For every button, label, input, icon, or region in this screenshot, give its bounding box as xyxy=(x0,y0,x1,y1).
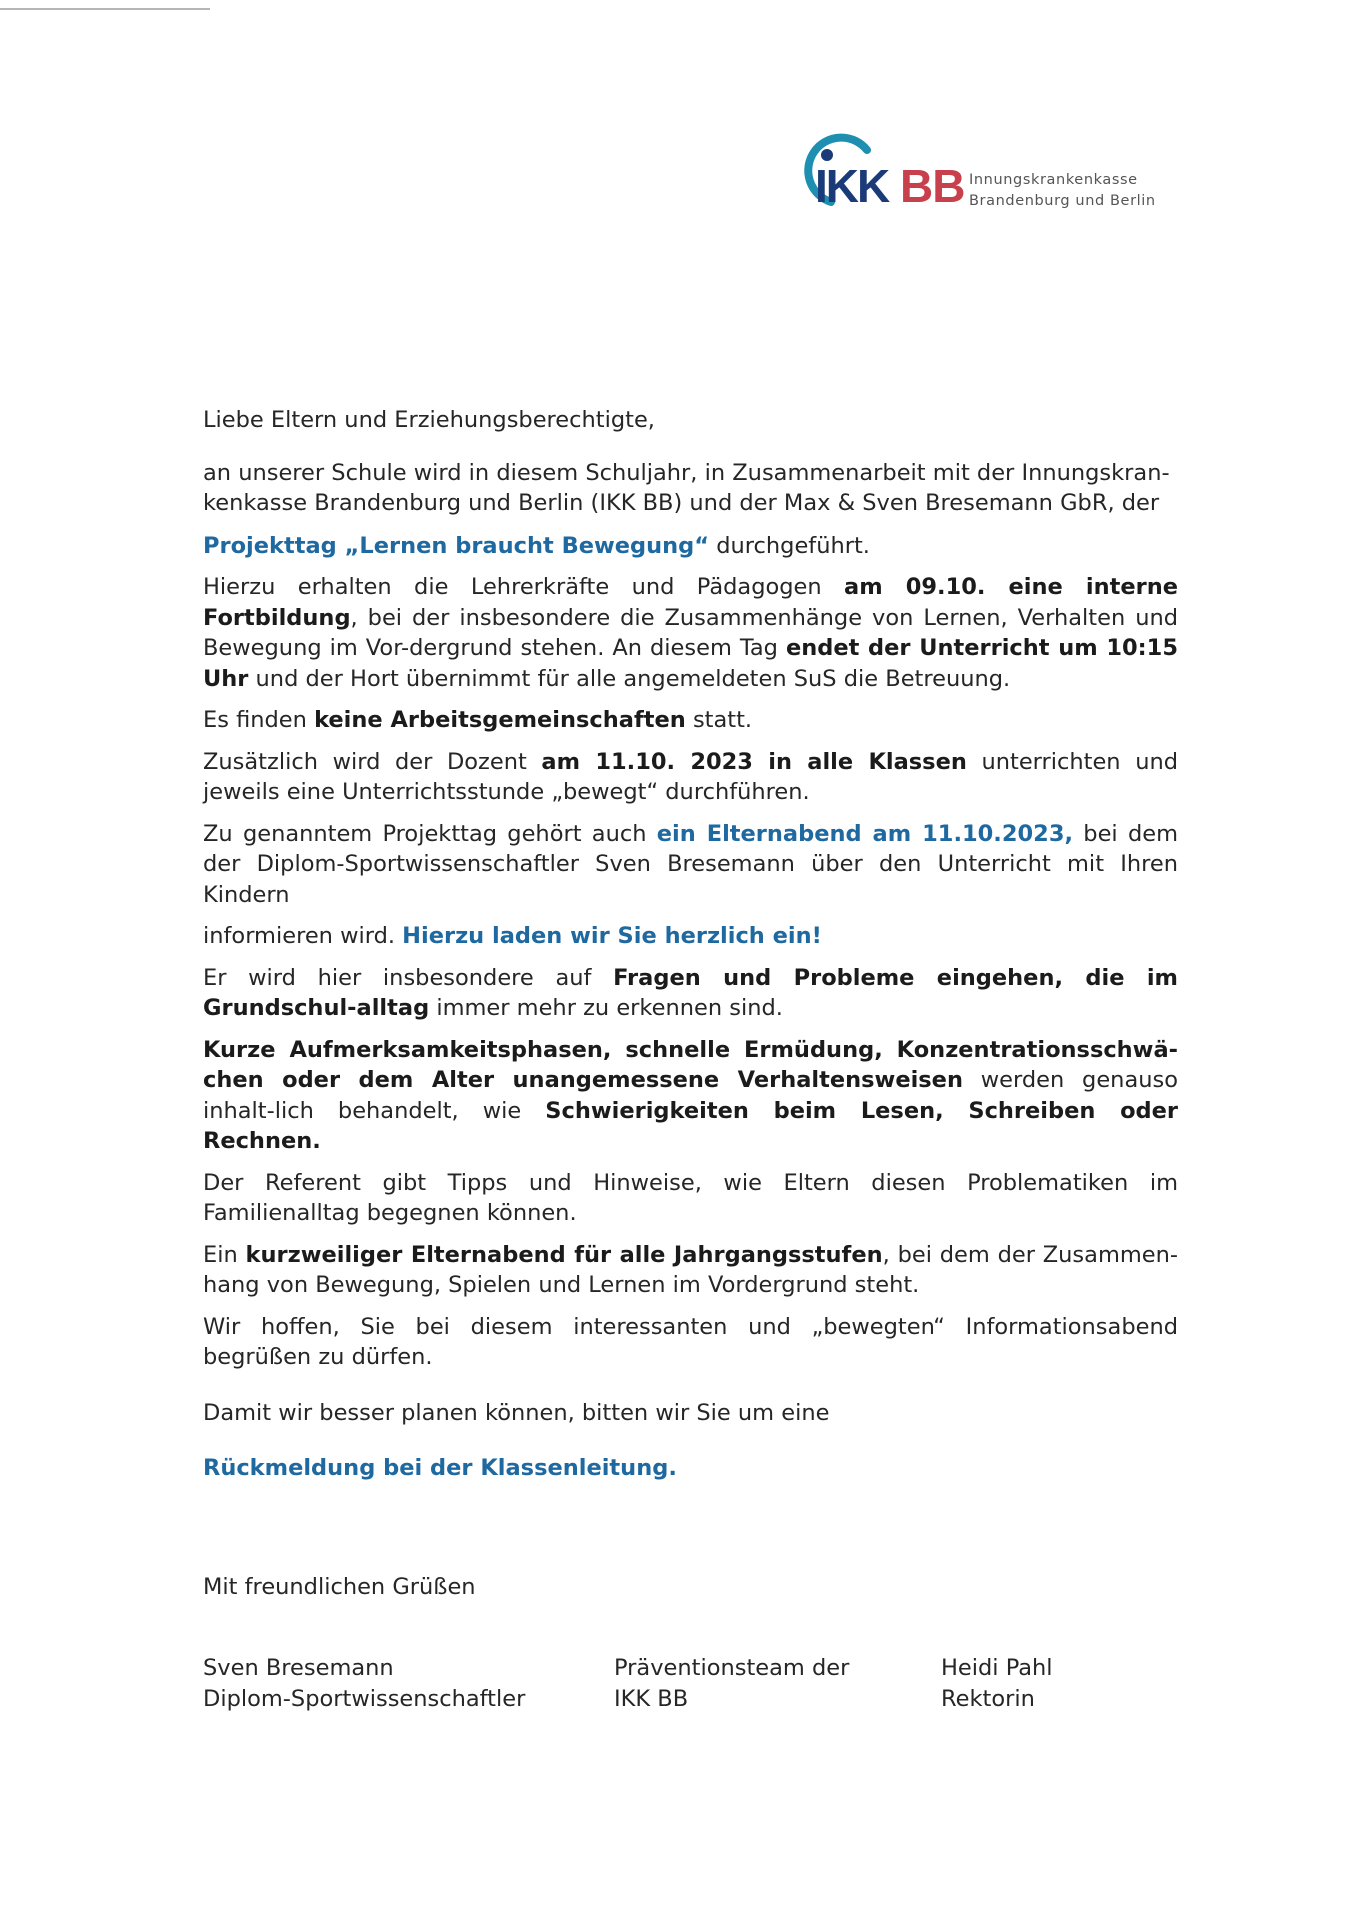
scan-edge-line xyxy=(0,8,210,10)
text-span: Er wird hier insbesondere auf xyxy=(203,964,614,991)
text-span: statt. xyxy=(685,707,753,733)
projekttag-text: durchgeführt. xyxy=(709,532,870,559)
text-span: und der Hort übernimmt für alle angemeldeten SuS die Betreuung. xyxy=(248,665,1011,692)
text-span: Zu genanntem Projekttag gehört auch xyxy=(203,820,657,847)
paragraph-fragen xyxy=(203,963,1178,1024)
paragraph-hoffen: Wir hoffen, Sie bei diesem interessanten und „bewegten“ Informationsabend begrüßen zu dürfen. xyxy=(203,1313,1178,1370)
bold-elternabend-date: ein Elternabend am 11.10.2023, xyxy=(656,820,1074,847)
text-span: Hierzu erhalten die Lehrerkräfte und Pädagogen xyxy=(203,574,845,600)
signature-pahl xyxy=(941,1653,1053,1714)
closing-greeting: Mit freundlichen Grüßen xyxy=(203,1574,476,1600)
bold-aufmerksamkeit: Kurze Aufmerksamkeitsphasen, schnelle Ermüdung, Konzentrationsschwä-chen oder dem Alter unangemessene Verhaltensweisen xyxy=(203,1036,1178,1093)
text-span: Ein xyxy=(203,1241,246,1268)
bold-einladung: Hierzu laden wir Sie herzlich ein! xyxy=(402,923,822,949)
bold-klassen-date: am 11.10. 2023 in alle Klassen xyxy=(541,748,967,775)
signature-name: Sven Bresemann xyxy=(203,1655,394,1681)
paragraph-rueckmeldung xyxy=(203,1453,1178,1484)
paragraph-themen xyxy=(203,1035,1178,1157)
paragraph-ags xyxy=(203,705,1178,736)
bold-kurzweilig: kurzweiliger Elternabend für alle Jahrgangsstufen xyxy=(245,1241,883,1268)
bold-keine-ags: keine Arbeitsgemeinschaften xyxy=(314,707,686,733)
paragraph-einladung xyxy=(203,921,1178,952)
paragraph-planen: Damit wir besser planen können, bitten wir Sie um eine xyxy=(203,1399,830,1426)
text-span: Zusätzlich wird der Dozent xyxy=(203,748,542,775)
bold-rueckmeldung: Rückmeldung bei der Klassenleitung. xyxy=(203,1455,677,1481)
intro-line-1: an unserer Schule wird in diesem Schuljahr, in Zusammenarbeit mit der Innungskran- xyxy=(203,459,1170,486)
text-span: Es finden xyxy=(203,707,315,733)
text-span: immer mehr zu erkennen sind. xyxy=(429,995,783,1021)
ikk-bb-logo xyxy=(795,132,1175,212)
signature-bresemann xyxy=(203,1653,525,1714)
signature-title: IKK BB xyxy=(614,1685,689,1712)
signature-title: Diplom-Sportwissenschaftler xyxy=(203,1685,526,1712)
text-span: , bei dem der Zusammen-hang von Bewegung, Spielen und Lernen im Vordergrund steht. xyxy=(203,1241,1178,1298)
text-span: informieren wird. xyxy=(203,923,403,949)
projekttag-title: Projekttag „Lernen braucht Bewegung“ xyxy=(203,532,710,559)
paragraph-projekttag xyxy=(203,531,1178,562)
paragraph-intro xyxy=(203,458,1178,519)
salutation: Liebe Eltern und Erziehungsberechtigte, xyxy=(203,407,655,433)
text-span: unterrichten und jeweils eine Unterrichtsstunde „bewegt“ durchführen. xyxy=(203,748,1178,805)
paragraph-fortbildung xyxy=(203,572,1178,694)
logo-subtitle-line2: Brandenburg und Berlin xyxy=(969,193,1156,209)
logo-subtitle-line1: Innungskrankenkasse xyxy=(969,172,1138,188)
signature-title: Rektorin xyxy=(941,1685,1035,1712)
logo-brand-main: IKK xyxy=(815,160,889,212)
bold-schwierigkeiten: Schwierigkeiten beim Lesen, Schreiben oder Rechnen. xyxy=(203,1097,1179,1154)
logo-brand-accent: BB xyxy=(900,160,965,212)
ikk-arc-logo-icon xyxy=(795,132,965,212)
letter-body xyxy=(203,405,1178,1495)
bold-fortbildung: am 09.10. eine interne Fortbildung xyxy=(203,574,1178,631)
paragraph-elternabend xyxy=(203,819,1178,911)
paragraph-tipps: Der Referent gibt Tipps und Hinweise, wie Eltern diesen Problematiken im Familienalltag begegnen können. xyxy=(203,1169,1178,1226)
intro-line-2: kenkasse Brandenburg und Berlin (IKK BB) und der Max & Sven Bresemann GbR, der xyxy=(203,490,1160,516)
bold-unterricht-ende: endet der Unterricht um 10:15 Uhr xyxy=(203,635,1178,692)
text-span: bei dem der Diplom-Sportwissenschaftler Sven Bresemann über den Unterricht mit Ihren Kindern xyxy=(203,820,1178,908)
signature-name: Heidi Pahl xyxy=(941,1655,1053,1681)
signature-name: Präventionsteam der xyxy=(614,1655,850,1681)
paragraph-dozent xyxy=(203,747,1178,808)
signature-praeventionsteam xyxy=(614,1653,849,1714)
bold-fragen: Fragen und Probleme eingehen, die im Grundschul-alltag xyxy=(203,964,1178,1021)
text-span: werden genauso inhalt-lich behandelt, wie xyxy=(203,1067,1178,1124)
text-span: , bei der insbesondere die Zusammenhänge von Lernen, Verhalten und Bewegung im Vor-dergrund stehen. An diesem Tag xyxy=(203,604,1178,661)
paragraph-kurzweilig xyxy=(203,1240,1178,1301)
